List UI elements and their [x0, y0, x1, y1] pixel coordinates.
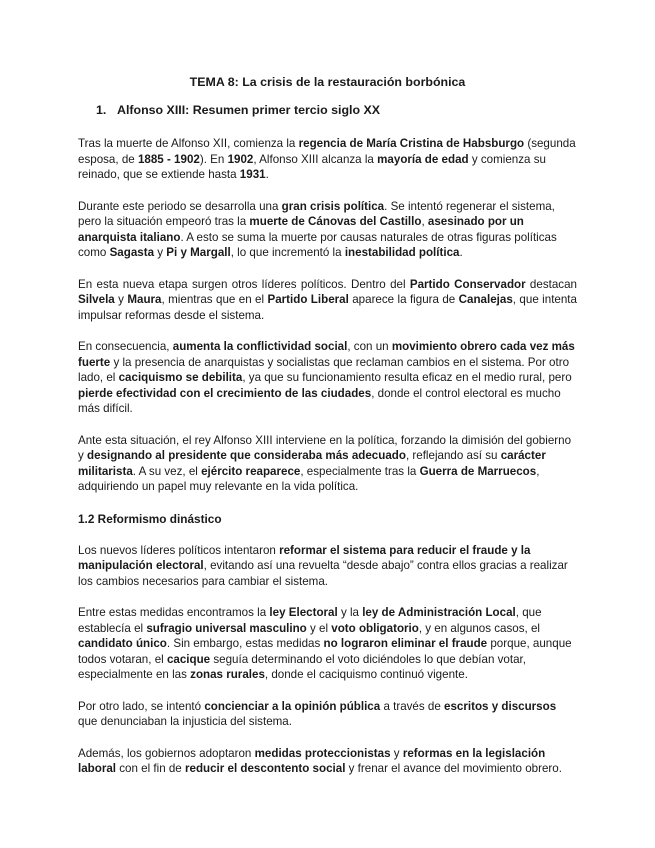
bold-text: regencia de María Cristina de Habsburgo [298, 137, 525, 150]
text-run: . [459, 246, 463, 259]
bold-text: aumenta la conflictividad social [172, 340, 348, 353]
paragraph [78, 339, 577, 417]
bold-text: cacique [166, 652, 211, 666]
bold-text: Sagasta [109, 246, 155, 259]
text-run: y frenar el avance del movimiento obrero. [345, 762, 562, 775]
text-run: Los nuevos líderes políticos intentaron [78, 543, 280, 557]
paragraph [78, 699, 577, 730]
bold-text: ejército reaparece [201, 464, 301, 478]
text-run: , con un [347, 340, 392, 353]
bold-text: Maura [127, 293, 162, 306]
text-run: . Se intentó regenerar el sistema, pero la situación empeoró tras la [78, 199, 555, 228]
bold-text: muerte de Cánovas del Castillo [249, 215, 422, 228]
paragraph [78, 277, 577, 324]
bold-text: designando al presidente que consideraba más adecuado [87, 449, 406, 462]
text-run: Además, los gobiernos adoptaron [78, 746, 255, 760]
text-run: . A esto se suma la muerte por causas naturales de otras figuras políticas como [78, 230, 557, 259]
bold-text: Partido Liberal [267, 293, 349, 306]
text-run: y la [337, 606, 363, 619]
text-run: . A su vez, el [132, 464, 202, 478]
text-run: , y en algunos casos, el [418, 621, 541, 635]
text-run: Entre estas medidas encontramos la [78, 606, 270, 619]
text-run: seguía determinando el voto diciéndoles lo que debían votar, especialmente en las [78, 652, 526, 681]
bold-text: carácter militarista [78, 449, 546, 478]
text-run: aparece la figura de [348, 293, 459, 306]
bold-text: 1885 - 1902 [137, 152, 200, 166]
bold-text: inestabilidad política [344, 246, 460, 259]
paragraph [78, 433, 577, 495]
bold-text: concienciar a la opinión pública [204, 699, 381, 713]
text-run: . Sin embargo, estas medidas [166, 637, 324, 650]
text-run: y comienza su reinado, que se extiende hasta [78, 152, 546, 181]
text-run: , mientras que en el [161, 293, 268, 306]
section-title: Alfonso XIII: Resumen primer tercio siglo XX [117, 103, 381, 117]
bold-text: zonas rurales [190, 668, 265, 681]
text-run: (segunda esposa, de [78, 137, 576, 166]
text-run: que denunciaban la injusticia del sistema. [78, 715, 292, 728]
paragraph [78, 605, 577, 683]
text-run: , donde el caciquismo continuó vigente. [264, 668, 468, 681]
text-run: , que establecía el [78, 606, 542, 635]
bold-text: Partido Conservador [409, 277, 526, 291]
text-run: porque, aunque todos votaran, el [78, 637, 572, 666]
bold-text: Silvela [78, 293, 115, 306]
bold-text: candidato único [78, 637, 167, 650]
text-run: , adquiriendo un papel muy relevante en la vida política. [78, 464, 540, 493]
text-run: , reflejando así su [405, 449, 501, 462]
text-run: Durante este periodo se desarrolla una [78, 199, 282, 213]
paragraph [78, 543, 577, 590]
bold-text: ley de Administración Local [362, 606, 516, 619]
text-run: , lo que incrementó la [230, 246, 345, 259]
subsection-heading: 1.2 Reformismo dinástico [78, 511, 222, 526]
bold-text: mayoría de edad [377, 152, 469, 166]
text-run: , ya que su funcionamiento resulta eficaz en el medio rural, pero [242, 371, 572, 384]
text-run: , evitando así una revuelta “desde abajo” contra ellos gracias a realizar los cambios necesarios para cambiar el sistema. [78, 559, 568, 588]
bold-text: Canalejas [458, 293, 513, 306]
text-run: con el fin de [116, 762, 185, 775]
text-run: , especialmente tras la [300, 464, 420, 478]
bold-text: voto obligatorio [331, 621, 419, 635]
paragraph [78, 136, 577, 183]
bold-text: pierde efectividad con el crecimiento de las ciudades [78, 386, 372, 400]
bold-text: reformar el sistema para reducir el fraude y la manipulación electoral [78, 543, 531, 572]
page-title: TEMA 8: La crisis de la restauración borbónica [189, 75, 466, 89]
text-run: Por otro lado, se intentó [78, 699, 205, 713]
bold-text: gran crisis política [281, 199, 385, 213]
text-run: y el [306, 621, 332, 635]
section-number: 1. [96, 103, 107, 117]
bold-text: 1931 [239, 168, 266, 181]
bold-text: sufragio universal masculino [146, 621, 307, 635]
paragraph [78, 746, 577, 777]
text-run: , que intenta impulsar reformas desde el sistema. [78, 293, 577, 322]
text-run: destacan [525, 277, 577, 291]
text-run: y [114, 293, 128, 306]
bold-text: reducir el descontento social [184, 762, 346, 775]
bold-text: Guerra de Marruecos [419, 464, 537, 478]
bold-text: movimiento obrero cada vez más fuerte [78, 340, 575, 369]
text-run: , Alfonso XIII alcanza la [253, 152, 378, 166]
section-heading [96, 102, 577, 118]
text-run: y [154, 246, 167, 259]
text-run: , donde el control electoral es mucho más difícil. [78, 386, 561, 415]
bold-text: escritos y discursos [444, 699, 557, 713]
text-run: a través de [380, 699, 445, 713]
text-run: Tras la muerte de Alfonso XII, comienza la [78, 137, 299, 150]
text-run: y [390, 746, 403, 760]
text-run: En consecuencia, [78, 340, 173, 353]
bold-text: asesinado por un anarquista italiano [78, 215, 524, 244]
bold-text: Pi y Margall [166, 246, 231, 259]
bold-text: caciquismo se debilita [118, 371, 243, 384]
text-run: Ante esta situación, el rey Alfonso XIII interviene en la política, forzando la dimisión del gobierno y [78, 433, 572, 462]
text-run: y la presencia de anarquistas y socialistas que reclaman cambios en el sistema. Por otro lado, el [78, 355, 570, 384]
bold-text: reformas en la legislación laboral [78, 746, 546, 775]
bold-text: ley Electoral [269, 606, 338, 619]
bold-text: medidas proteccionistas [254, 746, 391, 760]
text-run: . [265, 168, 269, 181]
bold-text: no lograron eliminar el fraude [323, 637, 488, 650]
bold-text: 1902 [227, 152, 254, 166]
text-run: ). En [199, 152, 228, 166]
text-run: , [421, 215, 428, 228]
paragraph [78, 199, 577, 261]
text-run: En esta nueva etapa surgen otros líderes políticos. Dentro del [78, 277, 410, 291]
document-page [78, 74, 577, 793]
